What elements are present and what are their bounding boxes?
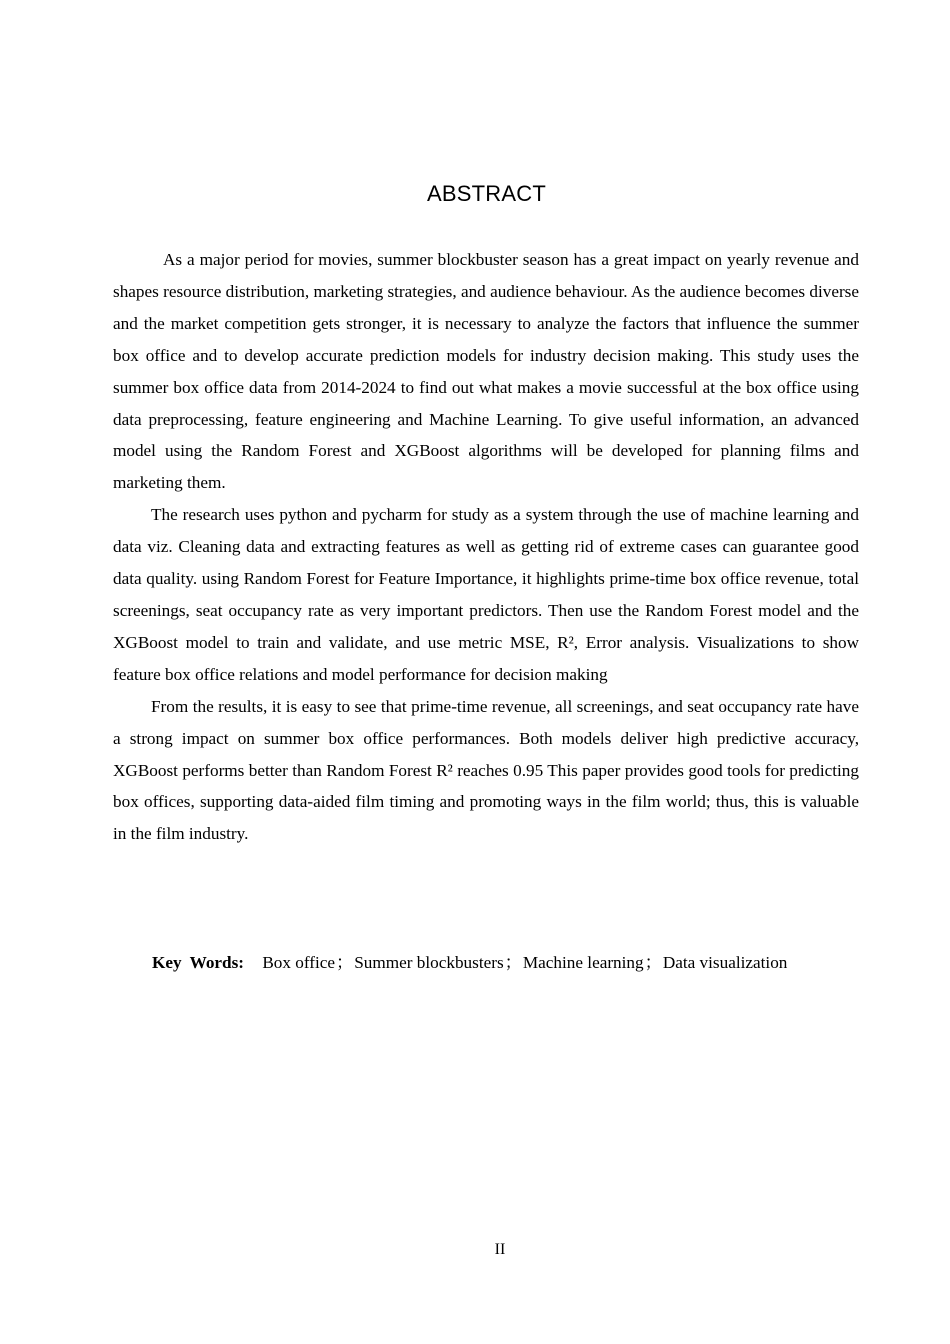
keywords-label: Key Words: bbox=[152, 953, 245, 972]
keywords-line bbox=[152, 947, 872, 979]
keyword-item: Box office bbox=[262, 953, 336, 972]
keyword-separator: ； bbox=[504, 953, 522, 972]
abstract-title: ABSTRACT bbox=[427, 181, 546, 206]
keyword-item: Summer blockbusters bbox=[354, 953, 504, 972]
keyword-separator: ； bbox=[644, 953, 662, 972]
abstract-paragraph-1: As a major period for movies, summer blockbuster season has a great impact on yearly revenue and shapes resource distribution, marketing strategies, and audience behaviour. As the audience becomes diverse and the market competition gets stronger, it is necessary to analyze the factors that influence the summer box office and to develop accurate prediction models for industry decision making. This study uses the summer box office data from 2014-2024 to find out what makes a movie successful at the box office using data preprocessing, feature engineering and Machine Learning. To give useful information, an advanced model using the Random Forest and XGBoost algorithms will be developed for planning films and marketing them. bbox=[113, 250, 859, 493]
abstract-body bbox=[113, 244, 859, 850]
page-number: II bbox=[494, 1241, 506, 1258]
abstract-paragraph-2: The research uses python and pycharm for study as a system through the use of machine learning and data viz. Cleaning data and extracting features as well as getting rid of extreme cases can guarantee good data quality. using Random Forest for Feature Importance, it highlights prime-time box office revenue, total screenings, seat occupancy rate as very important predictors. Then use the Random Forest model and the XGBoost model to train and validate, and use metric MSE, R², Error analysis. Visualizations to show feature box office relations and model performance for decision making bbox=[113, 505, 859, 684]
abstract-paragraph-3: From the results, it is easy to see that prime-time revenue, all screenings, and seat occupancy rate have a strong impact on summer box office performances. Both models deliver high predictive accuracy, XGBoost performs better than Random Forest R² reaches 0.95 This paper provides good tools for predicting box offices, supporting data-aided film timing and promoting ways in the film world; thus, this is valuable in the film industry. bbox=[113, 696, 859, 844]
keyword-item: Machine learning bbox=[522, 953, 644, 972]
keyword-item: Data visualization bbox=[662, 953, 788, 972]
keyword-separator: ； bbox=[336, 953, 354, 972]
